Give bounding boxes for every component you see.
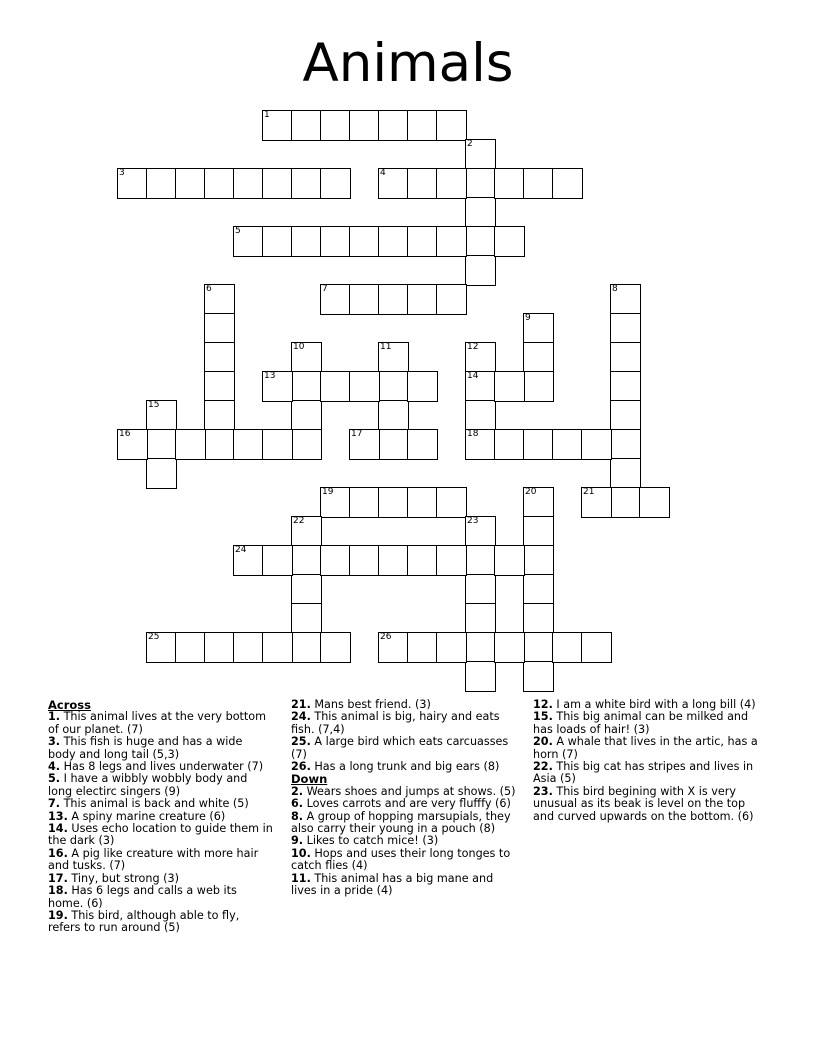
grid-cell[interactable] bbox=[436, 110, 467, 141]
grid-cell[interactable] bbox=[465, 545, 496, 576]
across-clue bbox=[48, 736, 273, 761]
grid-cell[interactable] bbox=[175, 429, 206, 460]
grid-cell[interactable] bbox=[465, 516, 496, 547]
grid-cell[interactable] bbox=[552, 168, 583, 199]
grid-cell[interactable] bbox=[494, 429, 525, 460]
clue-number: 21. bbox=[291, 698, 311, 711]
across-clue bbox=[291, 736, 519, 761]
clue-number-label: 8 bbox=[612, 284, 618, 294]
grid-cell[interactable] bbox=[523, 545, 554, 576]
grid-cell[interactable] bbox=[378, 632, 409, 663]
clue-text: Mans best friend. (3) bbox=[310, 698, 431, 711]
grid-cell[interactable] bbox=[465, 632, 496, 663]
grid-cell[interactable] bbox=[465, 255, 496, 286]
grid-cell[interactable] bbox=[523, 487, 554, 518]
clue-number-label: 10 bbox=[293, 342, 305, 352]
grid-cell[interactable] bbox=[465, 661, 496, 692]
grid-cell[interactable] bbox=[494, 168, 525, 199]
down-clue bbox=[291, 848, 519, 873]
grid-cell[interactable] bbox=[465, 429, 496, 460]
grid-cell[interactable] bbox=[262, 371, 293, 402]
clue-number: 23. bbox=[533, 784, 553, 798]
clue-number: 8. bbox=[291, 809, 304, 823]
grid-cell[interactable] bbox=[291, 110, 322, 141]
grid-cell[interactable] bbox=[320, 226, 351, 257]
across-clue bbox=[48, 711, 273, 736]
grid-cell[interactable] bbox=[465, 371, 496, 402]
clue-number: 5. bbox=[48, 772, 61, 786]
grid-cell[interactable] bbox=[291, 516, 322, 547]
grid-cell[interactable] bbox=[407, 168, 438, 199]
grid-cell[interactable] bbox=[523, 661, 554, 692]
grid-cell[interactable] bbox=[465, 574, 496, 605]
grid-cell[interactable] bbox=[407, 545, 438, 576]
clue-text: Has 8 legs and lives underwater (7) bbox=[60, 760, 264, 774]
clues-column-1 bbox=[48, 699, 273, 935]
grid-cell[interactable] bbox=[494, 632, 525, 663]
clue-number-label: 15 bbox=[148, 400, 160, 410]
grid-cell[interactable] bbox=[262, 545, 293, 576]
grid-cell[interactable] bbox=[610, 313, 641, 344]
clue-number: 26. bbox=[291, 760, 311, 774]
grid-cell[interactable] bbox=[291, 574, 322, 605]
grid-cell[interactable] bbox=[581, 429, 612, 460]
clue-text: This animal is big, hairy and eats fish. (7,4) bbox=[291, 710, 500, 736]
clue-number-label: 11 bbox=[380, 342, 392, 352]
clue-number: 3. bbox=[48, 735, 61, 749]
grid-cell[interactable] bbox=[407, 632, 438, 663]
clue-text: Hops and uses their long tonges to catch flies (4) bbox=[291, 846, 511, 873]
grid-cell[interactable] bbox=[291, 400, 322, 431]
clue-number: 7. bbox=[48, 797, 61, 811]
clue-number-label: 17 bbox=[351, 429, 363, 439]
grid-cell[interactable] bbox=[407, 110, 438, 141]
clue-number: 19. bbox=[48, 908, 68, 922]
clue-number-label: 19 bbox=[322, 487, 334, 497]
grid-cell[interactable] bbox=[378, 400, 409, 431]
grid-cell[interactable] bbox=[523, 313, 554, 344]
clue-number-label: 25 bbox=[148, 632, 160, 642]
grid-cell[interactable] bbox=[523, 574, 554, 605]
clue-text: This bird begining with X is very unusual as its beak is level on the top and curved upwards on the bottom. (6) bbox=[533, 784, 754, 823]
clue-text: Uses echo location to guide them in the dark (3) bbox=[48, 822, 273, 848]
across-clue bbox=[48, 885, 273, 910]
clue-number: 1. bbox=[48, 710, 61, 724]
clue-number: 2. bbox=[291, 784, 304, 798]
across-clue bbox=[48, 823, 273, 848]
grid-cell[interactable] bbox=[494, 226, 525, 257]
grid-cell[interactable] bbox=[204, 400, 235, 431]
grid-cell[interactable] bbox=[262, 226, 293, 257]
grid-cell[interactable] bbox=[291, 632, 322, 663]
grid-cell[interactable] bbox=[378, 487, 409, 518]
grid-cell[interactable] bbox=[494, 371, 525, 402]
grid-cell[interactable] bbox=[349, 284, 380, 315]
grid-cell[interactable] bbox=[378, 284, 409, 315]
grid-cell[interactable] bbox=[378, 342, 409, 373]
grid-cell[interactable] bbox=[146, 429, 177, 460]
clue-text: Has 6 legs and calls a web its home. (6) bbox=[48, 884, 237, 910]
clue-number-label: 4 bbox=[380, 168, 386, 178]
grid-cell[interactable] bbox=[436, 545, 467, 576]
clues-column-3 bbox=[533, 699, 765, 823]
clue-number: 9. bbox=[291, 834, 304, 848]
clue-number-label: 21 bbox=[583, 487, 595, 497]
down-clue bbox=[291, 811, 519, 836]
clue-number-label: 18 bbox=[467, 429, 479, 439]
grid-cell[interactable] bbox=[349, 487, 380, 518]
grid-cell[interactable] bbox=[610, 400, 641, 431]
clue-number-label: 16 bbox=[119, 429, 131, 439]
grid-cell[interactable] bbox=[349, 545, 380, 576]
grid-cell[interactable] bbox=[291, 429, 322, 460]
grid-cell[interactable] bbox=[349, 110, 380, 141]
grid-cell[interactable] bbox=[465, 139, 496, 170]
grid-cell[interactable] bbox=[117, 429, 148, 460]
clue-number-label: 13 bbox=[264, 371, 276, 381]
grid-cell[interactable] bbox=[436, 226, 467, 257]
grid-cell[interactable] bbox=[523, 342, 554, 373]
grid-cell[interactable] bbox=[407, 284, 438, 315]
puzzle-title: Animals bbox=[302, 33, 514, 94]
clue-text: This animal has a big mane and lives in a pride (4) bbox=[291, 871, 494, 898]
grid-cell[interactable] bbox=[465, 168, 496, 199]
grid-cell[interactable] bbox=[175, 168, 206, 199]
clue-text: This big cat has stripes and lives in Asia (5) bbox=[533, 760, 754, 786]
clue-text: Wears shoes and jumps at shows. (5) bbox=[303, 784, 516, 798]
grid-cell[interactable] bbox=[407, 429, 438, 460]
grid-cell[interactable] bbox=[378, 226, 409, 257]
grid-cell[interactable] bbox=[320, 545, 351, 576]
grid-cell[interactable] bbox=[320, 632, 351, 663]
grid-cell[interactable] bbox=[552, 429, 583, 460]
grid-cell[interactable] bbox=[610, 342, 641, 373]
grid-cell[interactable] bbox=[233, 632, 264, 663]
clue-number-label: 24 bbox=[235, 545, 247, 555]
grid-cell[interactable] bbox=[378, 429, 409, 460]
grid-cell[interactable] bbox=[291, 226, 322, 257]
clue-number: 12. bbox=[533, 698, 553, 711]
clue-text: A group of hopping marsupials, they also carry their young in a pouch (8) bbox=[291, 809, 511, 836]
grid-cell[interactable] bbox=[146, 632, 177, 663]
grid-cell[interactable] bbox=[320, 371, 351, 402]
grid-cell[interactable] bbox=[465, 197, 496, 228]
clue-text: This animal lives at the very bottom of our planet. (7) bbox=[48, 710, 267, 736]
grid-cell[interactable] bbox=[349, 226, 380, 257]
clue-number: 22. bbox=[533, 760, 553, 774]
clue-number: 13. bbox=[48, 809, 68, 823]
grid-cell[interactable] bbox=[465, 226, 496, 257]
grid-cell[interactable] bbox=[233, 545, 264, 576]
grid-cell[interactable] bbox=[610, 284, 641, 315]
grid-cell[interactable] bbox=[523, 371, 554, 402]
clue-text: Has a long trunk and big ears (8) bbox=[310, 760, 500, 774]
grid-cell[interactable] bbox=[204, 632, 235, 663]
grid-cell[interactable] bbox=[407, 371, 438, 402]
grid-cell[interactable] bbox=[204, 313, 235, 344]
grid-cell[interactable] bbox=[436, 168, 467, 199]
clue-text: A pig like creature with more hair and tusks. (7) bbox=[48, 846, 259, 873]
grid-cell[interactable] bbox=[291, 603, 322, 634]
grid-cell[interactable] bbox=[436, 284, 467, 315]
grid-cell[interactable] bbox=[523, 429, 554, 460]
grid-cell[interactable] bbox=[523, 168, 554, 199]
grid-cell[interactable] bbox=[378, 371, 409, 402]
clue-text: Loves carrots and are very flufffy (6) bbox=[303, 797, 511, 811]
grid-cell[interactable] bbox=[320, 110, 351, 141]
grid-cell[interactable] bbox=[204, 342, 235, 373]
clue-text: A large bird which eats carcuasses (7) bbox=[291, 735, 509, 761]
grid-cell[interactable] bbox=[407, 487, 438, 518]
grid-cell[interactable] bbox=[552, 632, 583, 663]
grid-cell[interactable] bbox=[204, 284, 235, 315]
grid-cell[interactable] bbox=[320, 284, 351, 315]
grid-cell[interactable] bbox=[204, 371, 235, 402]
grid-cell[interactable] bbox=[436, 632, 467, 663]
clue-number: 6. bbox=[291, 797, 304, 811]
clues-column-2 bbox=[291, 699, 519, 898]
grid-cell[interactable] bbox=[291, 168, 322, 199]
grid-cell[interactable] bbox=[233, 168, 264, 199]
grid-cell[interactable] bbox=[204, 168, 235, 199]
down-header: Down bbox=[291, 772, 328, 787]
clue-number-label: 5 bbox=[235, 226, 241, 236]
clue-number: 17. bbox=[48, 871, 68, 885]
grid-cell[interactable] bbox=[581, 487, 612, 518]
grid-cell[interactable] bbox=[146, 400, 177, 431]
across-clue bbox=[48, 848, 273, 873]
down-clue bbox=[533, 736, 765, 761]
across-clue bbox=[291, 711, 519, 736]
grid-cell[interactable] bbox=[465, 603, 496, 634]
grid-cell[interactable] bbox=[146, 458, 177, 489]
clue-number-label: 3 bbox=[119, 168, 125, 178]
across-clue bbox=[48, 773, 273, 798]
clue-number: 11. bbox=[291, 871, 311, 885]
clue-number-label: 6 bbox=[206, 284, 212, 294]
grid-cell[interactable] bbox=[378, 110, 409, 141]
clue-number-label: 12 bbox=[467, 342, 479, 352]
clue-number: 15. bbox=[533, 710, 553, 724]
clue-number: 4. bbox=[48, 760, 61, 774]
grid-cell[interactable] bbox=[320, 487, 351, 518]
clue-text: A whale that lives in the artic, has a horn (7) bbox=[533, 735, 758, 761]
clue-number-label: 7 bbox=[322, 284, 328, 294]
clue-number-label: 22 bbox=[293, 516, 305, 526]
grid-cell[interactable] bbox=[291, 545, 322, 576]
clue-text: I have a wibbly wobbly body and long electirc singers (9) bbox=[48, 772, 248, 798]
grid-cell[interactable] bbox=[349, 429, 380, 460]
grid-cell[interactable] bbox=[262, 168, 293, 199]
grid-cell[interactable] bbox=[523, 603, 554, 634]
grid-cell[interactable] bbox=[639, 487, 670, 518]
clue-text: This fish is huge and has a wide body and long tail (5,3) bbox=[48, 735, 243, 761]
clue-number: 18. bbox=[48, 884, 68, 898]
grid-cell[interactable] bbox=[465, 342, 496, 373]
across-clue bbox=[48, 910, 273, 935]
grid-cell[interactable] bbox=[349, 371, 380, 402]
grid-cell[interactable] bbox=[407, 226, 438, 257]
down-clue bbox=[533, 711, 765, 736]
grid-cell[interactable] bbox=[262, 429, 293, 460]
down-clue bbox=[533, 786, 765, 823]
clue-text: This animal is back and white (5) bbox=[60, 797, 249, 811]
clue-number-label: 1 bbox=[264, 110, 270, 120]
clue-number: 10. bbox=[291, 846, 311, 860]
grid-cell[interactable] bbox=[291, 371, 322, 402]
clue-number: 24. bbox=[291, 710, 311, 724]
clue-text: Tiny, but strong (3) bbox=[67, 871, 179, 885]
clue-number-label: 14 bbox=[467, 371, 479, 381]
clue-number: 25. bbox=[291, 735, 311, 749]
grid-cell[interactable] bbox=[610, 458, 641, 489]
down-clue bbox=[291, 873, 519, 898]
clue-number-label: 9 bbox=[525, 313, 531, 323]
clue-text: This bird, although able to fly, refers to run around (5) bbox=[48, 908, 240, 935]
grid-cell[interactable] bbox=[233, 429, 264, 460]
clue-number-label: 2 bbox=[467, 139, 473, 149]
grid-cell[interactable] bbox=[523, 632, 554, 663]
clue-text: This big animal can be milked and has loads of hair! (3) bbox=[533, 710, 749, 736]
grid-cell[interactable] bbox=[378, 168, 409, 199]
grid-cell[interactable] bbox=[233, 226, 264, 257]
grid-cell[interactable] bbox=[610, 371, 641, 402]
grid-cell[interactable] bbox=[175, 632, 206, 663]
clue-number: 20. bbox=[533, 735, 553, 749]
grid-cell[interactable] bbox=[262, 632, 293, 663]
grid-cell[interactable] bbox=[494, 545, 525, 576]
grid-cell[interactable] bbox=[581, 632, 612, 663]
clue-text: I am a white bird with a long bill (4) bbox=[552, 698, 756, 711]
grid-cell[interactable] bbox=[262, 110, 293, 141]
clue-number-label: 23 bbox=[467, 516, 479, 526]
across-header: Across bbox=[48, 698, 91, 712]
grid-cell[interactable] bbox=[291, 342, 322, 373]
clue-number: 16. bbox=[48, 846, 68, 860]
grid-cell[interactable] bbox=[465, 400, 496, 431]
clue-text: Likes to catch mice! (3) bbox=[303, 834, 439, 848]
clue-number-label: 20 bbox=[525, 487, 537, 497]
grid-cell[interactable] bbox=[204, 429, 235, 460]
grid-cell[interactable] bbox=[523, 516, 554, 547]
grid-cell[interactable] bbox=[378, 545, 409, 576]
grid-cell[interactable] bbox=[146, 168, 177, 199]
grid-cell[interactable] bbox=[117, 168, 148, 199]
grid-cell[interactable] bbox=[436, 487, 467, 518]
clue-number: 14. bbox=[48, 822, 68, 836]
grid-cell[interactable] bbox=[610, 429, 641, 460]
clue-text: A spiny marine creature (6) bbox=[67, 809, 226, 823]
down-clue bbox=[533, 761, 765, 786]
clue-number-label: 26 bbox=[380, 632, 392, 642]
grid-cell[interactable] bbox=[320, 168, 351, 199]
grid-cell[interactable] bbox=[610, 487, 641, 518]
